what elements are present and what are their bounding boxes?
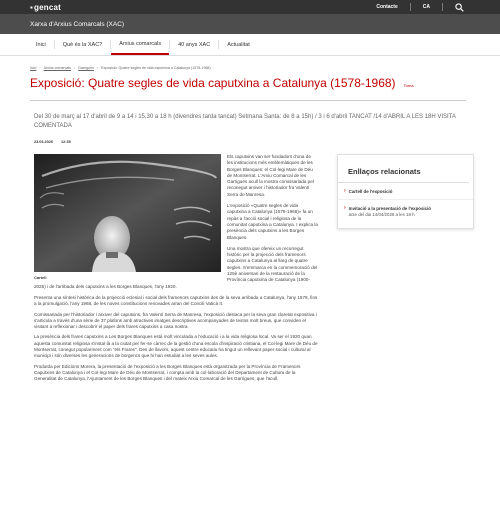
related-link-subtitle: acte del dia 14/04/2026 a les 18 h — [348, 212, 415, 217]
poster-caption: Cartell — [34, 275, 47, 280]
gencat-logo[interactable] — [30, 3, 61, 12]
gencat-logo-text: gencat — [34, 2, 62, 12]
language-selector[interactable]: CA — [422, 4, 430, 10]
nav-item-actualitat[interactable]: Actualitat — [227, 41, 250, 48]
related-link-poster[interactable] — [338, 183, 473, 199]
intro-paragraph: Els caputxins van ser fundadors d'una de les institucions més emblemàtiques de les Borges Blanques: el Col·legi Mare de Déu de Montserrat. L'Arxiu Comarcal de les Garrigues acull la mostra comissariada pel reconegut arxiver i historiador fra Valentí Serra de Manresa. — [227, 154, 314, 197]
poster-figure — [34, 154, 221, 280]
related-links-sidebar — [337, 154, 474, 387]
article-paragraph: Produïda per Edicions Morera, la presentació de l'exposició a les Borges Blanques està organitzada per la Província de Framenors Caputxins de Catalunya i el Col·legi Mare de Déu de Montserrat, i compta amb la col·laboració del Departament de Cultura de la Generalitat de Catalunya, l'Ajuntament de les Borges Blanques i del mateix Arxiu Comarcal de les Garrigues, que l'acull. — [34, 363, 301, 382]
page-header — [0, 70, 500, 90]
article-paragraph: Comissariada per l'historiador i arxiver del caputxins, fra Valentí Serra de Manresa, l'exposició destaca per la seva gran claretat expositiva i s'articula a través d'una sèrie de 37 plafons amb atractives imatges descriptives acompanyades de textos molt breus, que conviden el visitant a reflexionar i descobrir el paper dels frares caputxins a casa nostra. — [34, 311, 317, 330]
topbar-divider — [410, 3, 411, 11]
nav-item-arxius-comarcals[interactable]: Arxius comarcals — [111, 34, 169, 55]
contact-link[interactable]: Contacte — [376, 4, 398, 10]
gencat-logo-mark: ▪ — [30, 2, 34, 12]
breadcrumb-separator: › — [96, 66, 99, 70]
related-link-text — [349, 206, 431, 218]
article-paragraph: La presència dels frares caputxins a Les Borges Blanques està molt vinculada a l'educació i a la vida religiosa local. Va ser el 1920 quan aquesta comunitat religiosa s'instal·là a la ciutat per fer-se càrrec de la gestió d'una escola d'inspiració cristiana, el Col·legi Mare de Déu de Montserrat, conegut popularment com "els Frares". Des de llavors, aquest centre educatiu ha tingut un rellevant paper social i cultural al municipi i són diverses les generacions de borgencs que hi han estudiat a les seves aules. — [34, 334, 318, 359]
related-links-title: Enllaços relacionats — [338, 163, 469, 183]
related-link-label[interactable]: Cartell de l'exposició — [348, 189, 393, 194]
back-link[interactable]: Torna — [403, 83, 414, 88]
poster-photo[interactable] — [34, 154, 221, 272]
nav-item-inici[interactable]: Inici — [36, 41, 46, 48]
nav-item-40-anys[interactable]: 40 anys XAC — [178, 41, 211, 48]
publish-time: 12:35 — [61, 140, 71, 144]
breadcrumb-link-garrigues[interactable]: Garrigues — [78, 66, 94, 70]
article-paragraph: Presenta una síntesi històrica de la projecció eclesial i social dels framenors caputxins des de la seva arribada a Catalunya, l'any 1578, fins a la promulgació, l'any 1968, de les noves constitucions renovades arran del Concili Vaticà II. — [34, 294, 318, 307]
chevron-right-icon: › — [344, 188, 346, 194]
related-link-label[interactable]: Invitació a la presentació de l'exposició — [348, 205, 431, 211]
article-intro — [34, 154, 318, 295]
breadcrumb-current: Exposició: Quatre segles de vida caputxina a Catalunya (1578-1968) — [101, 66, 211, 70]
site-header — [0, 14, 500, 34]
article-body — [34, 154, 318, 387]
event-schedule: Del 30 de març al 17 d'abril de 9 a 14 i 15,30 a 18 h (divendres tarda tancat) Setmana Santa: de 8 a 15h) / 3 i 6 d'abril TANCAT /14 d'ABRIL A LES 18H VISITA COMENTADA — [34, 114, 456, 129]
site-title[interactable]: Xarxa d'Arxius Comarcals (XAC) — [30, 20, 125, 28]
nav-item-que-es-xac[interactable]: Què és la XAC? — [62, 41, 103, 48]
breadcrumb — [0, 56, 500, 70]
main-nav — [0, 34, 500, 56]
breadcrumb-separator: › — [73, 66, 76, 70]
breadcrumb-separator: › — [39, 66, 41, 70]
related-links-box — [337, 154, 474, 229]
topbar-actions — [376, 3, 464, 12]
intro-paragraph: Una mostra que ofereix un recorregut històric per la projecció dels framenors caputxins a Catalunya al llarg de quatre segles. S'emmarca en la commemoració del 125è aniversari de la restauració de la Província caputxina de Catalunya (1900-2025) i de l'arribada dels caputxins a les Borges Blanques, l'any 1920. — [34, 245, 318, 289]
breadcrumb-link-arxius[interactable]: Arxius comarcals — [43, 66, 71, 70]
intro-paragraph: L'exposició «Quatre segles de vida caputxina a Catalunya (1578-1968)» fa un repàs a l'acció social i religiosa de la comunitat caputxina a Catalunya. I explica la presència dels caputxins a les Borges Blanques. — [227, 203, 318, 240]
topbar-divider — [442, 3, 443, 11]
breadcrumb-link-inici[interactable]: Inici — [30, 66, 37, 70]
chevron-right-icon: › — [344, 204, 346, 211]
page-title: Exposició: Quatre segles de vida caputxina a Catalunya (1578-1968) — [30, 76, 396, 90]
article-text — [34, 295, 318, 383]
search-icon[interactable] — [455, 3, 464, 12]
gencat-topbar — [0, 0, 500, 14]
content-area — [0, 144, 500, 387]
related-link-invitation[interactable] — [338, 199, 473, 222]
publish-meta — [0, 130, 500, 144]
poster-photo-image — [34, 154, 221, 272]
publish-date: 23.03.2026 — [34, 140, 54, 144]
